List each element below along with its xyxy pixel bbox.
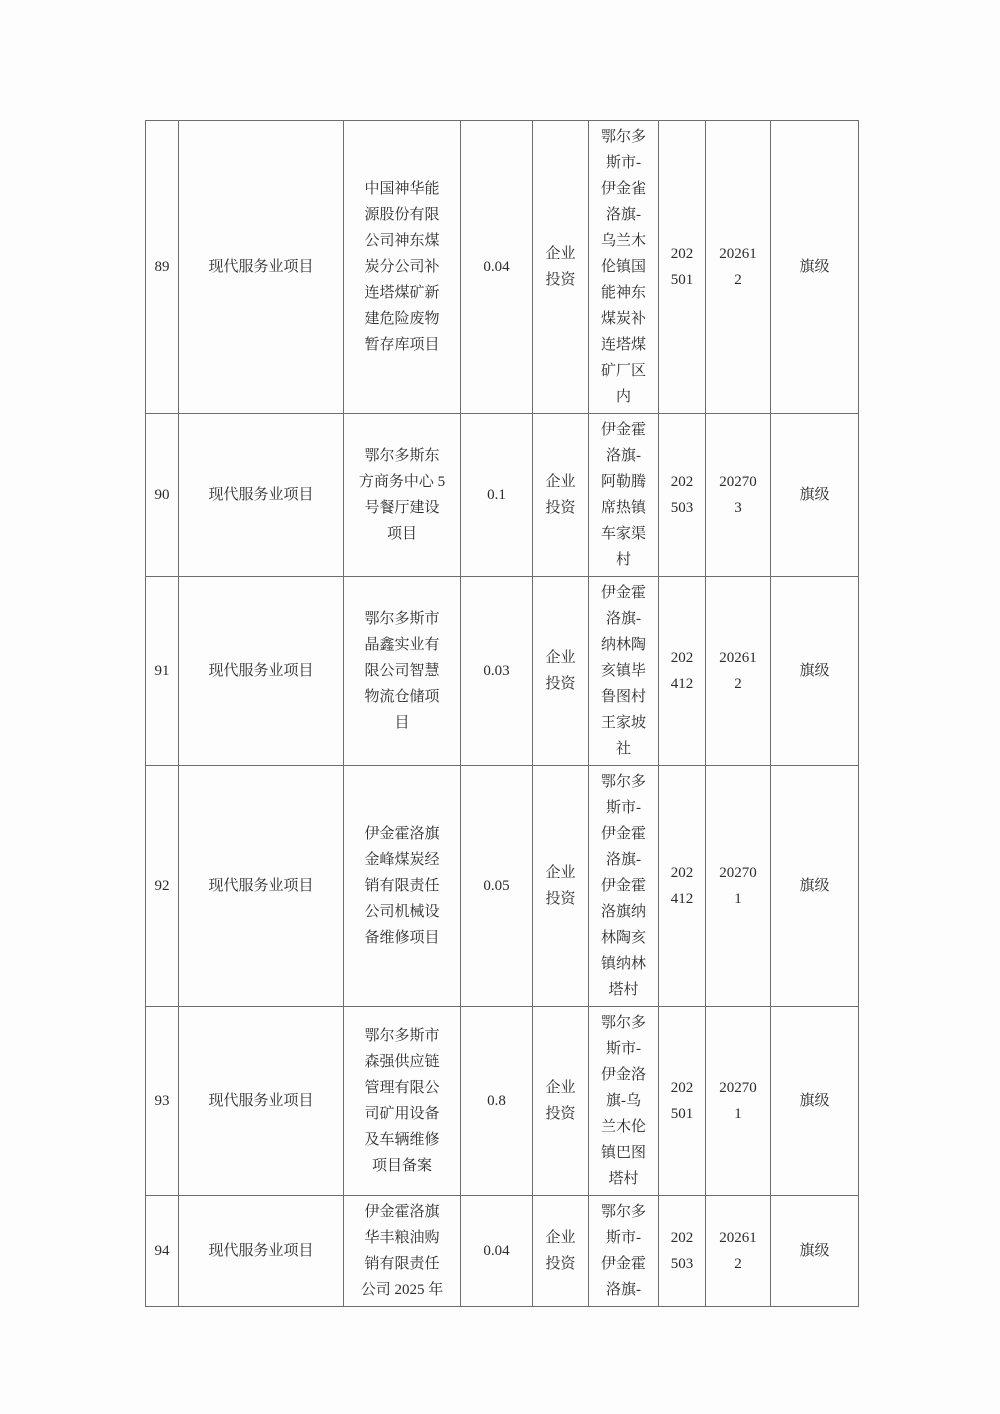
cell-investment-value: 0.04 <box>461 121 533 414</box>
table-row <box>146 121 859 414</box>
cell-category: 现代服务业项目 <box>179 414 344 577</box>
table-row <box>146 766 859 1007</box>
cell-category: 现代服务业项目 <box>179 121 344 414</box>
cell-end-date: 202612 <box>706 121 771 414</box>
cell-start-date: 202503 <box>659 414 706 577</box>
cell-investment-type: 企业投资 <box>533 766 589 1007</box>
cell-investment-value: 0.05 <box>461 766 533 1007</box>
cell-level: 旗级 <box>771 121 859 414</box>
cell-start-date: 202501 <box>659 121 706 414</box>
table-row <box>146 414 859 577</box>
table-row <box>146 577 859 766</box>
cell-start-date: 202412 <box>659 766 706 1007</box>
cell-investment-type: 企业投资 <box>533 121 589 414</box>
cell-level: 旗级 <box>771 1007 859 1196</box>
cell-seq: 90 <box>146 414 179 577</box>
cell-category: 现代服务业项目 <box>179 766 344 1007</box>
cell-project-name: 鄂尔多斯东方商务中心 5 号餐厅建设项目 <box>344 414 461 577</box>
cell-location: 鄂尔多斯市-伊金洛旗-乌兰木伦镇巴图塔村 <box>589 1007 659 1196</box>
cell-investment-value: 0.03 <box>461 577 533 766</box>
cell-location: 鄂尔多斯市-伊金霍洛旗- <box>589 1196 659 1307</box>
cell-seq: 89 <box>146 121 179 414</box>
cell-seq: 92 <box>146 766 179 1007</box>
projects-table <box>145 120 859 1307</box>
cell-project-name: 中国神华能源股份有限公司神东煤炭分公司补连塔煤矿新建危险废物暂存库项目 <box>344 121 461 414</box>
cell-end-date: 202612 <box>706 577 771 766</box>
cell-start-date: 202503 <box>659 1196 706 1307</box>
cell-project-name: 伊金霍洛旗华丰粮油购销有限责任公司 2025 年 <box>344 1196 461 1307</box>
cell-investment-type: 企业投资 <box>533 414 589 577</box>
cell-investment-value: 0.04 <box>461 1196 533 1307</box>
cell-investment-type: 企业投资 <box>533 1007 589 1196</box>
cell-seq: 94 <box>146 1196 179 1307</box>
table-row <box>146 1007 859 1196</box>
cell-location: 伊金霍洛旗-阿勒腾席热镇车家渠村 <box>589 414 659 577</box>
cell-seq: 93 <box>146 1007 179 1196</box>
cell-level: 旗级 <box>771 577 859 766</box>
cell-location: 鄂尔多斯市-伊金雀洛旗-乌兰木伦镇国能神东煤炭补连塔煤矿厂区内 <box>589 121 659 414</box>
cell-level: 旗级 <box>771 414 859 577</box>
cell-end-date: 202612 <box>706 1196 771 1307</box>
cell-project-name: 鄂尔多斯市晶鑫实业有限公司智慧物流仓储项目 <box>344 577 461 766</box>
cell-seq: 91 <box>146 577 179 766</box>
cell-start-date: 202412 <box>659 577 706 766</box>
cell-project-name: 伊金霍洛旗金峰煤炭经销有限责任公司机械设备维修项目 <box>344 766 461 1007</box>
cell-investment-value: 0.1 <box>461 414 533 577</box>
cell-end-date: 202701 <box>706 1007 771 1196</box>
cell-investment-type: 企业投资 <box>533 577 589 766</box>
cell-end-date: 202703 <box>706 414 771 577</box>
cell-location: 鄂尔多斯市-伊金霍洛旗-伊金霍洛旗纳林陶亥镇纳林塔村 <box>589 766 659 1007</box>
cell-location: 伊金霍洛旗-纳林陶亥镇毕鲁图村王家坡社 <box>589 577 659 766</box>
table-row <box>146 1196 859 1307</box>
cell-investment-value: 0.8 <box>461 1007 533 1196</box>
cell-level: 旗级 <box>771 1196 859 1307</box>
cell-investment-type: 企业投资 <box>533 1196 589 1307</box>
projects-table-body <box>146 121 859 1307</box>
cell-start-date: 202501 <box>659 1007 706 1196</box>
cell-end-date: 202701 <box>706 766 771 1007</box>
cell-level: 旗级 <box>771 766 859 1007</box>
cell-project-name: 鄂尔多斯市森强供应链管理有限公司矿用设备及车辆维修项目备案 <box>344 1007 461 1196</box>
cell-category: 现代服务业项目 <box>179 1196 344 1307</box>
cell-category: 现代服务业项目 <box>179 1007 344 1196</box>
cell-category: 现代服务业项目 <box>179 577 344 766</box>
